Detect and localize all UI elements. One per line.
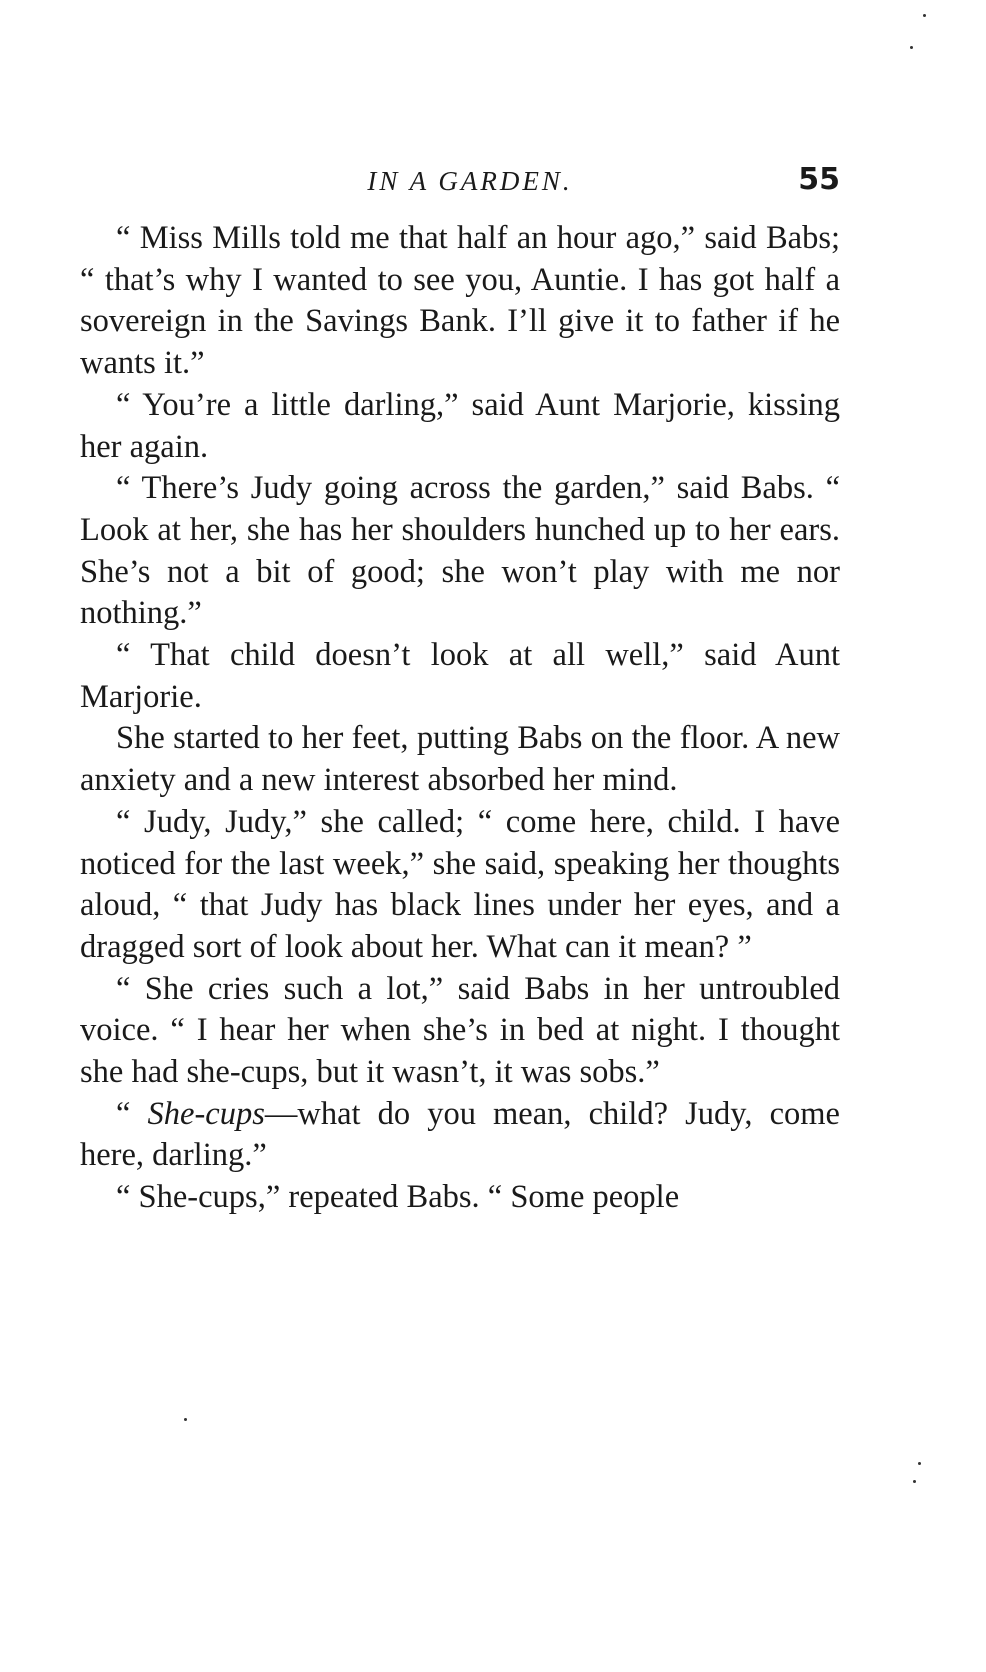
paragraph: “ There’s Judy going across the garden,” said Babs. “ Look at her, she has her shoulders hunched up to her ears. She’s not a bit of good; she won’t play with me nor nothing.” — [80, 470, 840, 632]
italic-word: She-cups — [147, 1095, 265, 1132]
paragraph: “ Miss Mills told me that half an hour ago,” said Babs; “ that’s why I wanted to see you, Auntie. I has got half a sovereign in the Savings Bank. I’ll give it to father if he wants it.” — [80, 220, 840, 382]
scan-speck — [918, 1462, 921, 1465]
scan-speck — [913, 1480, 916, 1483]
paragraph: She started to her feet, putting Babs on the floor. A new anxiety and a new interest absorbed her mind. — [80, 720, 840, 799]
scan-speck — [923, 14, 926, 17]
paragraph — [80, 1094, 840, 1177]
scan-speck — [910, 46, 913, 49]
body-text — [80, 218, 840, 1219]
paragraph: “ She-cups,” repeated Babs. “ Some people — [116, 1179, 680, 1216]
paragraph: “ You’re a little darling,” said Aunt Marjorie, kissing her again. — [80, 386, 840, 465]
paragraph-rest: —what do you mean, child? Judy, come here, darling.” — [80, 1095, 840, 1174]
paragraph: “ Judy, Judy,” she called; “ come here, child. I have noticed for the last week,” she said, speaking her thoughts aloud, “ that Judy has black lines under her eyes, and a dragged sort of look about her. What can it mean? ” — [80, 803, 840, 965]
page-number: 55 — [798, 162, 840, 197]
paragraph: “ That child doesn’t look at all well,” said Aunt Marjorie. — [80, 637, 840, 715]
running-head: IN A GARDEN. — [367, 166, 573, 196]
quote-open: “ — [116, 1095, 148, 1132]
page-header — [80, 162, 840, 202]
scan-speck — [184, 1418, 187, 1421]
paragraph: “ She cries such a lot,” said Babs in her untroubled voice. “ I hear her when she’s in bed at night. I thought she had she-cups, but it wasn’t, it was sobs.” — [80, 970, 840, 1091]
